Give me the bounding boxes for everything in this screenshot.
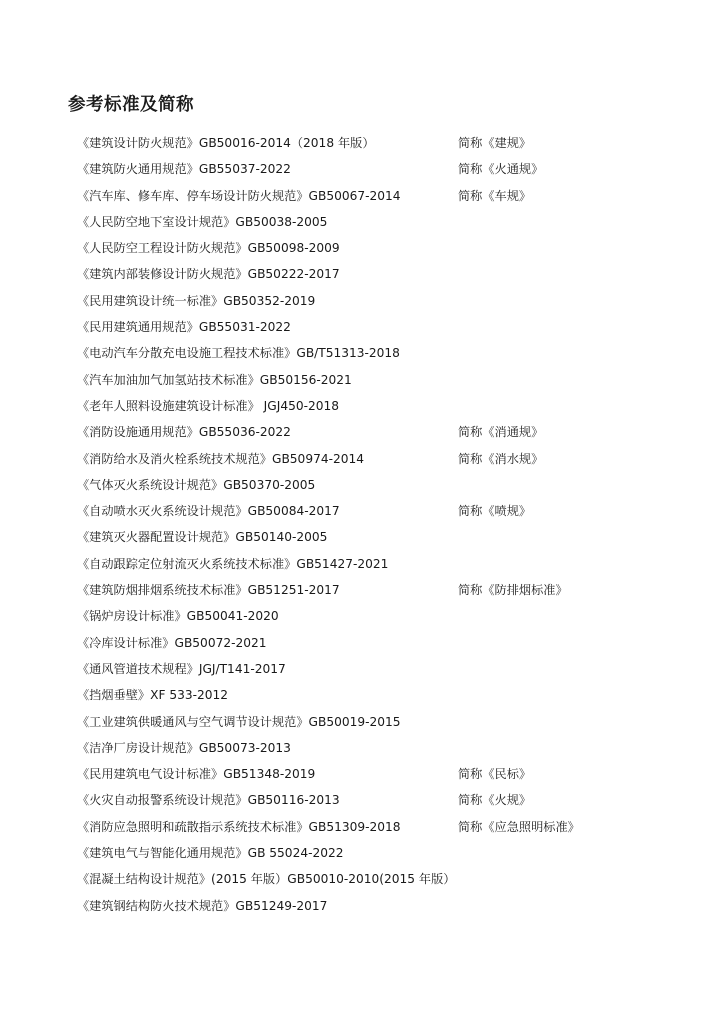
standard-name: 《消防给水及消火栓系统技术规范》GB50974-2014 [77,451,364,466]
standard-abbreviation: 简称《火通规》 [458,162,544,177]
list-item [77,498,697,524]
standard-name: 《人民防空工程设计防火规范》GB50098-2009 [77,241,340,256]
standard-name: 《民用建筑通用规范》GB55031-2022 [77,320,291,335]
standard-name: 《建筑电气与智能化通用规范》GB 55024-2022 [77,846,344,861]
standard-name: 《民用建筑设计统一标准》GB50352-2019 [77,293,316,308]
standards-list [77,130,697,919]
list-item [77,709,697,735]
standard-abbreviation: 简称《应急照明标准》 [458,819,580,834]
standard-abbreviation: 简称《喷规》 [458,504,532,519]
standard-name: 《自动跟踪定位射流灭火系统技术标准》GB51427-2021 [77,556,389,571]
list-item [77,419,697,445]
standard-abbreviation: 简称《民标》 [458,767,532,782]
standard-name: 《建筑设计防火规范》GB50016-2014（2018 年版） [77,136,375,150]
standard-name: 《建筑钢结构防火技术规范》GB51249-2017 [77,898,328,913]
list-item [77,314,697,340]
list-item [77,893,697,919]
list-item [77,209,697,235]
list-item [77,840,697,866]
standard-name: 《建筑内部装修设计防火规范》GB50222-2017 [77,267,340,282]
list-item [77,682,697,708]
standard-name: 《火灾自动报警系统设计规范》GB50116-2013 [77,793,340,808]
standard-name: 《汽车库、修车库、停车场设计防火规范》GB50067-2014 [77,188,401,203]
list-item [77,656,697,682]
list-item [77,577,697,603]
list-item [77,183,697,209]
list-item [77,156,697,182]
standard-name: 《建筑防火通用规范》GB55037-2022 [77,162,291,177]
list-item [77,524,697,550]
standard-abbreviation: 简称《消通规》 [458,425,544,440]
list-item [77,393,697,419]
standard-name: 《电动汽车分散充电设施工程技术标准》GB/T51313-2018 [77,346,400,361]
list-item [77,235,697,261]
standard-name: 《民用建筑电气设计标准》GB51348-2019 [77,767,316,782]
standard-name: 《汽车加油加气加氢站技术标准》GB50156-2021 [77,372,352,387]
list-item [77,551,697,577]
list-item [77,814,697,840]
standard-name: 《洁净厂房设计规范》GB50073-2013 [77,740,291,755]
list-item [77,472,697,498]
list-item [77,603,697,629]
standard-abbreviation: 简称《车规》 [458,188,532,203]
list-item [77,787,697,813]
standard-name: 《挡烟垂壁》XF 533-2012 [77,688,229,703]
list-item [77,340,697,366]
standard-name: 《人民防空地下室设计规范》GB50038-2005 [77,214,328,229]
list-item [77,367,697,393]
standard-name: 《锅炉房设计标准》GB50041-2020 [77,609,279,624]
list-item [77,130,697,156]
standard-name: 《老年人照料设施建筑设计标准》 JGJ450-2018 [77,398,339,413]
standard-name: 《消防应急照明和疏散指示系统技术标准》GB51309-2018 [77,819,401,834]
list-item [77,630,697,656]
standard-name: 《建筑防烟排烟系统技术标准》GB51251-2017 [77,583,340,598]
standard-name: 《建筑灭火器配置设计规范》GB50140-2005 [77,530,328,545]
standard-name: 《工业建筑供暖通风与空气调节设计规范》GB50019-2015 [77,714,401,729]
standard-name: 《冷库设计标准》GB50072-2021 [77,635,267,650]
standard-abbreviation: 简称《建规》 [458,136,532,150]
list-item [77,761,697,787]
standard-abbreviation: 简称《火规》 [458,793,532,808]
standard-abbreviation: 简称《消水规》 [458,451,544,466]
list-item [77,288,697,314]
list-item [77,446,697,472]
standard-name: 《通风管道技术规程》JGJ/T141-2017 [77,661,286,676]
standard-name: 《气体灭火系统设计规范》GB50370-2005 [77,477,316,492]
standard-name: 《消防设施通用规范》GB55036-2022 [77,425,291,440]
standard-name: 《混凝土结构设计规范》(2015 年版）GB50010-2010(2015 年版） [77,872,456,887]
standard-name: 《自动喷水灭火系统设计规范》GB50084-2017 [77,504,340,519]
list-item [77,866,697,892]
standard-abbreviation: 简称《防排烟标准》 [458,583,568,598]
page-title: 参考标准及简称 [68,95,194,115]
list-item [77,735,697,761]
list-item [77,261,697,287]
